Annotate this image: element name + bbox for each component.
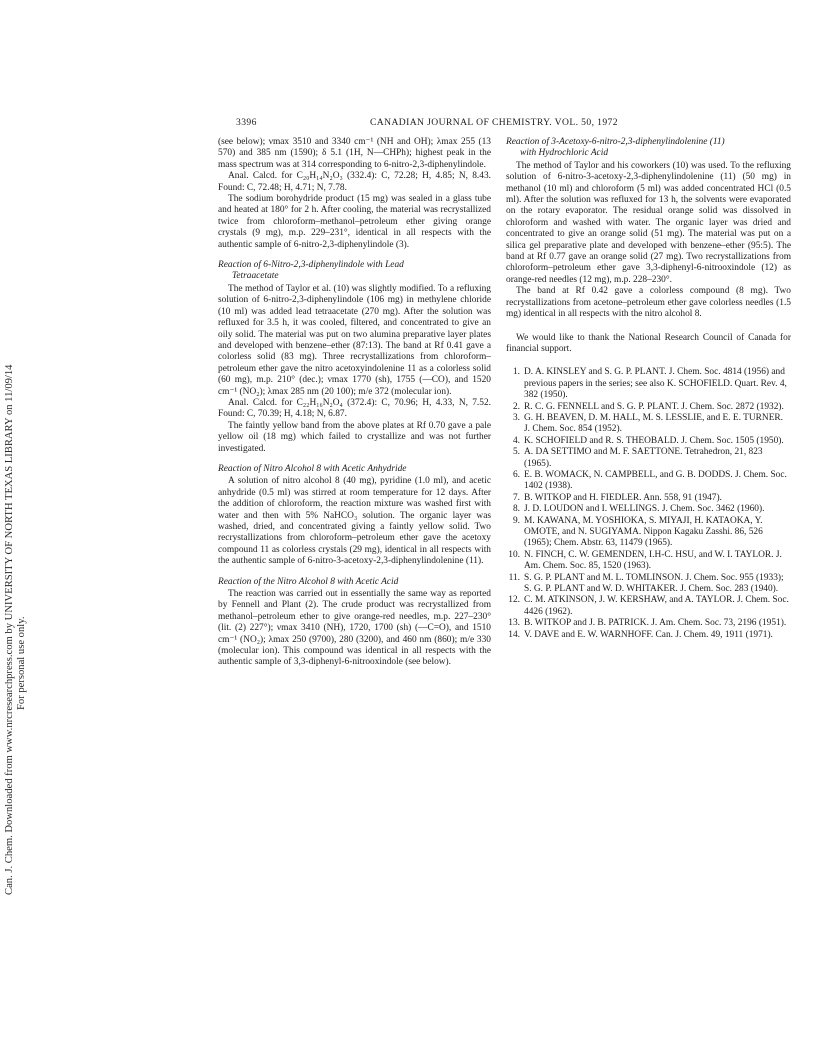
running-header (236, 117, 626, 129)
reference-item (506, 573, 791, 596)
paragraph: Anal. Calcd. for C₂₂H₁₆N₂O₄ (372.4): C, 70.96; H, 4.33, N, 7.52. Found: C, 70.39; H, 4.18; N, 6.87. (218, 397, 491, 420)
reference-text: A. DA SETTIMO and M. F. SAETTONE. Tetrahedron, 21, 823 (1965). (524, 447, 763, 469)
spacer (506, 321, 791, 333)
acknowledgement: We would like to thank the National Research Council of Canada for financial support. (506, 332, 791, 354)
section-heading-line: Reaction of 6-Nitro-2,3-diphenylindole with Lead (218, 260, 404, 271)
paragraph: (see below); νmax 3510 and 3340 cm⁻¹ (NH and OH); λmax 255 (13 570) and 385 nm (1590); δ 5.1 (1H, N—CHPh); highest peak in the mass spectrum was at 314 corresponding to 6-nitro-2,3-diphenylindole. (218, 137, 491, 170)
reference-text: B. WITKOP and J. B. PATRICK. J. Am. Chem. Soc. 73, 2196 (1951). (524, 618, 787, 629)
reference-item (506, 550, 791, 573)
reference-number: 4. (512, 435, 520, 446)
page-number: 3396 (236, 117, 257, 128)
reference-number: 10. (508, 549, 520, 560)
reference-number: 5. (512, 447, 520, 458)
paragraph: The sodium borohydride product (15 mg) was sealed in a glass tube and heated at 180° for 2 h. After cooling, the material was recrystallized twice from chloroform–methanol–petroleum ether giving orange crystals (9 mg), m.p. 229–231°, identical in all respects with the authentic sample of 6-nitro-2,3-diphenylindole (3). (218, 194, 491, 250)
reference-item (506, 516, 791, 550)
paragraph: The reaction was carried out in essentially the same way as reported by Fennell and Plant (2). The crude product was recrystallized from methanol–petroleum ether to give orange-red needles, m.p. 227–230° (lit. (2) 227°); νmax 3410 (NH), 1720, 1700 (sh) (—C=O), and 1510 cm⁻¹ (NO₂); λmax 250 (9700), 280 (3200), and 460 nm (860); m/e 330 (molecular ion). This compound was identical in all respects with the authentic sample of 3,3-diphenyl-6-nitrooxindole (see below). (218, 589, 491, 668)
reference-number: 2. (512, 401, 520, 412)
left-column (218, 137, 491, 669)
paragraph: The band at Rf 0.42 gave a colorless compound (8 mg). Two recrystallizations from acetone–petroleum ether gave colorless needles (1.5 mg) identical in all respects with the nitro alcohol 8. (506, 286, 791, 320)
paragraph: A solution of nitro alcohol 8 (40 mg), pyridine (1.0 ml), and acetic anhydride (0.5 ml) was stirred at room temperature for 12 days. After the addition of chloroform, the reaction mixture was washed first with water and then with 5% NaHCO₃ solution. The organic layer was washed, dried, and concentrated giving a faintly yellow solid. Two recrystallizations from chloroform–petroleum ether gave the acetoxy compound 11 as colorless crystals (29 mg), identical in all respects with the authentic sample of 6-nitro-3-acetoxy-2,3-diphenylindolenine (11). (218, 476, 491, 567)
spacer (506, 355, 791, 367)
reference-text: G. H. BEAVEN, D. M. HALL, M. S. LESSLIE, and E. E. TURNER. J. Chem. Soc. 854 (1952). (524, 412, 784, 435)
reference-item (506, 470, 791, 493)
section-heading (218, 260, 491, 283)
reference-list (506, 367, 791, 641)
reference-number: 9. (512, 515, 520, 526)
reference-text: B. WITKOP and H. FIEDLER. Ann. 558, 91 (1947). (524, 492, 722, 503)
reference-item (506, 595, 791, 618)
reference-number: 11. (508, 572, 520, 583)
paragraph: Anal. Calcd. for C₂₀H₁₄N₂O₃ (332.4): C, 72.28; H, 4.85; N, 8.43. Found: C, 72.48; H, 4.71; N, 7.78. (218, 171, 491, 193)
paragraph: The method of Taylor and his coworkers (10) was used. To the refluxing solution of 6-nitro-3-acetoxy-2,3-diphenylindolenine (11) (50 mg) in methanol (10 ml) and chloroform (5 ml) was added concentrated HCl (0.5 ml). After the solution was refluxed for 13 h, the solvents were evaporated on the rotary evaporator. The residual orange solid was dissolved in chloroform and washed with water. The organic layer was dried and concentrated to give an orange solid (51 mg). The material was put on a silica gel preparative plate and developed with benzene–ether (95:5). The band at Rf 0.77 gave an orange solid (27 mg). Two recrystallizations from chloroform–petroleum ether gave 3,3-diphenyl-6-nitrooxindole (12) as orange-red needles (12 mg), m.p. 228–230°. (506, 160, 791, 285)
reference-item (506, 413, 791, 436)
reference-text: V. DAVE and E. W. WARNHOFF. Can. J. Chem. 49, 1911 (1971). (524, 629, 773, 640)
reference-number: 13. (508, 618, 520, 629)
reference-item (506, 402, 791, 413)
reference-text: D. A. KINSLEY and S. G. P. PLANT. J. Chem. Soc. 4814 (1956) and previous papers in the series; see also K. SCHOFIELD. Quart. Rev. 4, 382 (1950). (524, 367, 787, 401)
section-heading-line: Reaction of 3-Acetoxy-6-nitro-2,3-diphenylindolenine (11) (506, 137, 725, 147)
section-heading: Reaction of Nitro Alcohol 8 with Acetic Anhydride (218, 463, 407, 474)
reference-item (506, 504, 791, 515)
reference-number: 6. (512, 469, 520, 480)
section-heading-line: Tetraacetate (232, 271, 279, 282)
reference-text: K. SCHOFIELD and R. S. THEOBALD. J. Chem. Soc. 1505 (1950). (524, 435, 784, 446)
section-heading-line: with Hydrochloric Acid (520, 148, 609, 159)
section-heading: Reaction of the Nitro Alcohol 8 with Acetic Acid (218, 576, 399, 587)
section-heading (506, 137, 791, 160)
download-notice: Can. J. Chem. Downloaded from www.nrcresearchpress.com by UNIVERSITY OF NORTH TEXAS LIBRARY on 11/09/14 (4, 364, 15, 895)
journal-running-title: CANADIAN JOURNAL OF CHEMISTRY. VOL. 50, 1972 (370, 117, 618, 128)
reference-text: M. KAWANA, M. YOSHIOKA, S. MIYAJI, H. KATAOKA, Y. OMOTE, and N. SUGIYAMA. Nippon Kagaku Zasshi. 86, 526 (1965); Chem. Abstr. 63, 11479 (1965). (524, 515, 763, 549)
reference-item (506, 447, 791, 470)
reference-text: R. C. G. FENNELL and S. G. P. PLANT. J. Chem. Soc. 2872 (1932). (524, 401, 784, 412)
reference-item (506, 367, 791, 401)
reference-text: C. M. ATKINSON, J. W. KERSHAW, and A. TAYLOR. J. Chem. Soc. 4426 (1962). (524, 595, 789, 617)
reference-item (506, 493, 791, 504)
reference-number: 8. (512, 504, 520, 515)
reference-number: 12. (508, 595, 520, 606)
reference-text: S. G. P. PLANT and M. L. TOMLINSON. J. Chem. Soc. 955 (1933); S. G. P. PLANT and W. D. WHITAKER. J. Chem. Soc. 283 (1940). (524, 572, 784, 595)
personal-use-notice: For personal use only. (16, 616, 27, 710)
right-column (506, 137, 791, 641)
reference-text: N. FINCH, C. W. GEMENDEN, I.H-C. HSU, and W. I. TAYLOR. J. Am. Chem. Soc. 85, 1520 (1963). (524, 549, 782, 572)
reference-number: 7. (512, 492, 520, 503)
reference-item (506, 618, 791, 629)
reference-text: J. D. LOUDON and I. WELLINGS. J. Chem. Soc. 3462 (1960). (524, 504, 765, 515)
reference-number: 1. (512, 367, 520, 378)
paragraph: The faintly yellow band from the above plates at Rf 0.70 gave a pale yellow oil (18 mg) which failed to crystallize and was not further investigated. (218, 420, 491, 454)
reference-item (506, 630, 791, 641)
reference-number: 14. (508, 629, 520, 640)
reference-item (506, 436, 791, 447)
paragraph: The method of Taylor et al. (10) was slightly modified. To a refluxing solution of 6-nitro-2,3-diphenylindole (106 mg) in methylene chloride (10 ml) was added lead tetraacetate (270 mg). After the solution was refluxed for 3.5 h, it was cooled, filtered, and concentrated to give an oily solid. The material was put on two alumina preparative layer plates and developed with benzene–ether (87:13). The band at Rf 0.41 gave a colorless solid (83 mg). Three recrystallizations from chloroform–petroleum ether gave the nitro acetoxyindolenine 11 as a colorless solid (60 mg), m.p. 210° (dec.); νmax 1770 (sh), 1755 (—CO), and 1520 cm⁻¹ (NO₂); λmax 285 nm (20 100); m/e 372 (molecular ion). (218, 283, 491, 397)
reference-number: 3. (512, 412, 520, 423)
reference-text: E. B. WOMACK, N. CAMPBELL, and G. B. DODDS. J. Chem. Soc. 1402 (1938). (524, 469, 787, 492)
